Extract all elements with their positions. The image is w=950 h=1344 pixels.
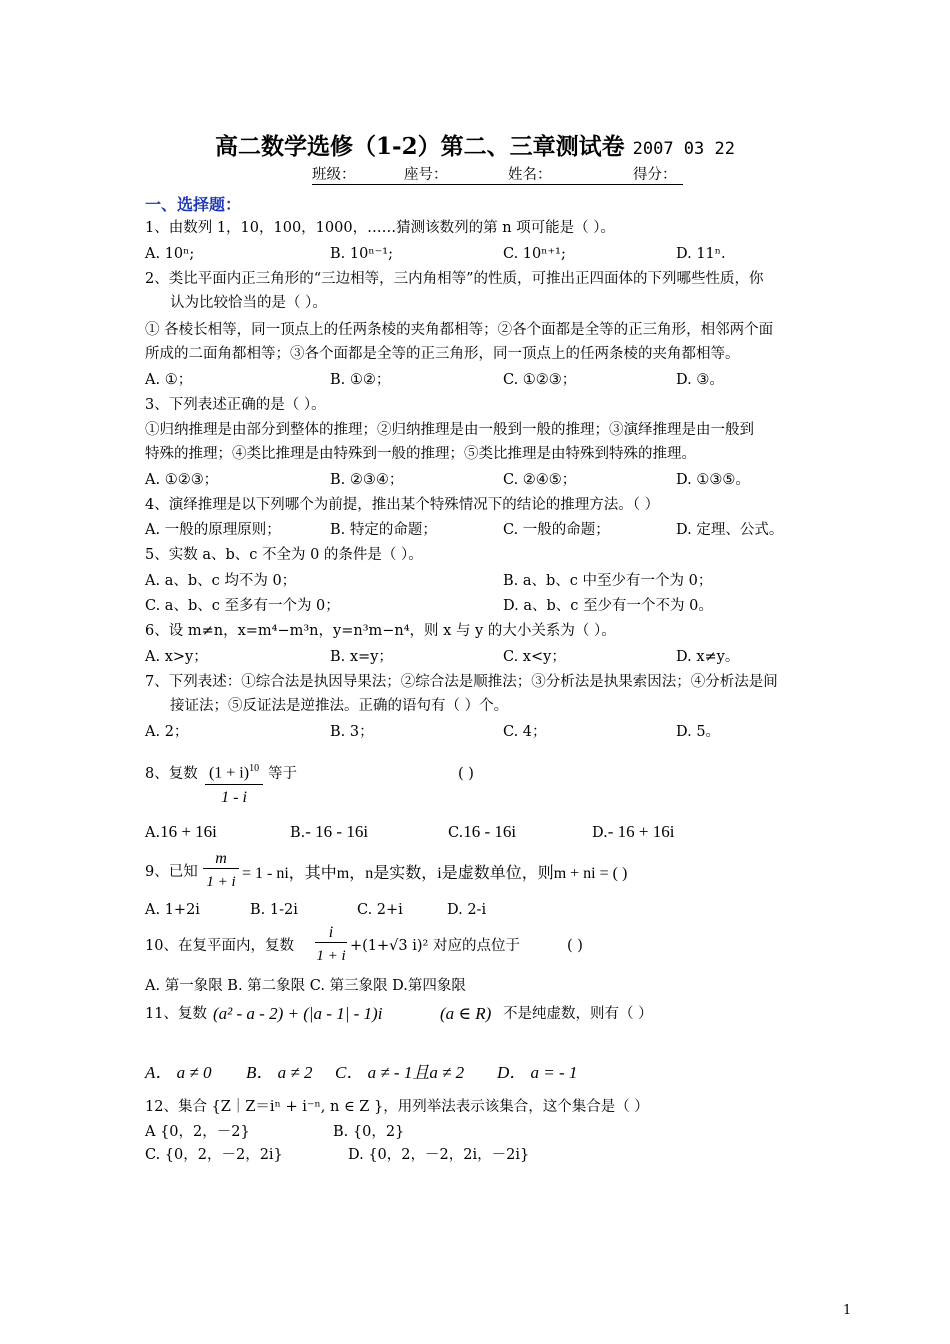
q3-option-a[interactable]: A. ①②③； [145,472,219,488]
q7-stem-line2: 接证法；⑤反证法是逆推法。正确的语句有（ ）个。 [170,698,509,714]
q12-option-a[interactable]: A {0，2，－2} [145,1124,250,1140]
q9-numerator: m [203,850,239,869]
q4-option-d[interactable]: D. 定理、公式。 [676,522,784,538]
q8-option-c-label: C. [448,825,464,841]
q1-option-c[interactable]: C. 10ⁿ⁺¹; [503,246,566,262]
exam-date: 2007 03 22 [632,139,735,159]
q8-denominator: 1 - i [221,789,247,806]
q8-numerator-text: (1 + i) [208,764,250,782]
q4-stem: 4、演绎推理是以下列哪个为前提，推出某个特殊情况下的结论的推理方法。（ ） [145,497,660,513]
q3-option-c[interactable]: C. ②④⑤； [503,472,577,488]
q11-condition: (a ∈ R) [440,1004,492,1023]
class-field[interactable] [312,163,404,185]
q3-stem: 3、下列表述正确的是（ ）。 [145,397,326,413]
q12-option-c[interactable]: C. {0，2，－2，2i} [145,1147,283,1163]
q8-option-d-value: - 16 + 16i [607,822,675,841]
q11-option-d[interactable]: D． a = - 1 [497,1063,578,1082]
q10-answer-paren: ( ) [567,938,583,954]
q5-option-d[interactable]: D. a、b、c 至少有一个不为 0。 [503,598,713,614]
q10-prefix: 10、在复平面内，复数 [145,938,294,954]
q4-option-a[interactable]: A. 一般的原理原则； [145,522,281,538]
q8-option-a[interactable] [145,822,217,843]
q9-option-d[interactable]: D. 2-i [447,902,487,918]
q5-option-b[interactable]: B. a、b、c 中至少有一个为 0； [503,573,713,589]
q2-stem-line1: 2、类比平面内正三角形的“三边相等，三内角相等”的性质，可推出正四面体的下列哪些性质，你 [145,271,764,287]
q7-option-c[interactable]: C. 4； [503,724,547,740]
q8-option-d-label: D. [592,825,608,841]
title-text: 高二数学选修（1-2）第二、三章测试卷 [215,133,625,160]
q9-rest: = 1 - ni，其中m，n是实数，i是虚数单位，则m + ni = ( ) [242,865,628,882]
page-number: 1 [843,1303,852,1318]
q12-option-b[interactable]: B. {0，2} [333,1124,405,1140]
q11-option-c[interactable]: C． a ≠ - 1且a ≠ 2 [335,1063,465,1082]
student-info-line [312,163,683,185]
q3-body-line1: ①归纳推理是由部分到整体的推理；②归纳推理是由一般到一般的推理；③演绎推理是由一般到 [145,422,754,438]
q9-prefix: 9、已知 [145,864,198,880]
seat-field[interactable] [404,163,508,185]
q1-option-d[interactable]: D. 11ⁿ. [676,246,726,262]
q7-option-a[interactable]: A. 2； [145,724,189,740]
q6-stem: 6、设 m≠n，x=m⁴−m³n，y=n³m−n⁴，则 x 与 y 的大小关系为（ ）。 [145,623,616,639]
q4-option-b[interactable]: B. 特定的命题； [330,522,437,538]
q12-stem: 12、集合 {Z｜Z＝iⁿ + i⁻ⁿ, n ∈ Z }，用列举法表示该集合，这个集合是（ ） [145,1099,649,1115]
q3-option-d[interactable]: D. ①③⑤。 [676,472,750,488]
q8-option-b-label: B. [290,825,306,841]
section-heading: 一、选择题： [145,195,242,214]
q6-option-b[interactable]: B. x=y； [330,649,393,665]
q9-option-c[interactable]: C. 2+i [357,902,403,918]
q8-option-a-value: 16 + 16i [160,822,217,841]
q8-prefix: 8、复数 [145,766,198,782]
q11-suffix: 不是纯虚数，则有（ ） [503,1006,653,1022]
q10-denominator: 1 + i [316,948,346,964]
q5-option-a[interactable]: A. a、b、c 均不为 0； [145,573,297,589]
q2-option-b[interactable]: B. ①②； [330,372,391,388]
q4-option-c[interactable]: C. 一般的命题； [503,522,610,538]
q6-option-d[interactable]: D. x≠y。 [676,649,740,665]
class-label: 班级： [312,167,356,183]
q8-suffix: 等于 [268,766,297,782]
q12-option-d[interactable]: D. {0，2，－2，2i，－2i} [348,1147,530,1163]
q1-option-b[interactable]: B. 10ⁿ⁻¹; [330,246,393,262]
q2-option-c[interactable]: C. ①②③； [503,372,577,388]
q8-option-b-value: - 16 - 16i [305,822,369,841]
q1-stem: 1、由数列 1，10，100，1000，……猜测该数列的第 n 项可能是（ ）。 [145,220,616,236]
q9-option-a[interactable]: A. 1+2i [145,902,200,918]
q2-body-line2: 所成的二面角都相等；③各个面都是全等的正三角形，同一顶点上的任两条棱的夹角都相等。 [145,346,740,362]
q7-option-b[interactable]: B. 3； [330,724,374,740]
q8-option-c[interactable] [448,822,516,843]
q8-option-c-value: 16 - 16i [463,822,517,841]
q8-numerator [205,758,263,785]
q2-option-a[interactable]: A. ①； [145,372,193,388]
q9-option-b[interactable]: B. 1-2i [250,902,298,918]
q11-prefix: 11、复数 [145,1006,207,1022]
q10-options[interactable]: A. 第一象限 B. 第二象限 C. 第三象限 D.第四象限 [145,978,466,994]
q5-option-c[interactable]: C. a、b、c 至多有一个为 0； [145,598,340,614]
q7-stem-line1: 7、下列表述：①综合法是执因导果法；②综合法是顺推法；③分析法是执果索因法；④分析法是间 [145,674,778,690]
name-label: 姓名： [508,167,552,183]
q3-body-line2: 特殊的推理；④类比推理是由特殊到一般的推理；⑤类比推理是由特殊到特殊的推理。 [145,446,696,462]
q8-option-a-label: A. [145,825,161,841]
q10-rest: +(1+√3 i)² 对应的点位于 [350,938,520,954]
page-title [0,128,950,161]
q6-option-a[interactable]: A. x>y； [145,649,208,665]
score-field[interactable] [633,163,683,185]
q2-stem-line2: 认为比较恰当的是（ ）。 [170,295,327,311]
q6-option-c[interactable]: C. x<y； [503,649,566,665]
q11-option-b[interactable]: B． a ≠ 2 [246,1063,313,1082]
q8-exponent: 10 [249,763,260,774]
q5-stem: 5、实数 a、b、c 不全为 0 的条件是（ ）。 [145,547,423,563]
q9-denominator: 1 + i [206,874,236,890]
q2-option-d[interactable]: D. ③。 [676,372,724,388]
name-field[interactable] [508,163,633,185]
q3-option-b[interactable]: B. ②③④； [330,472,404,488]
q11-option-a[interactable]: A． a ≠ 0 [145,1063,212,1082]
q8-option-b[interactable] [290,822,368,843]
q11-expression: (a² - a - 2) + (|a - 1| - 1)i [213,1004,383,1023]
q8-option-d[interactable] [592,822,674,843]
q8-answer-paren: ( ) [458,766,474,782]
q10-numerator: i [315,924,347,943]
q1-option-a[interactable]: A. 10ⁿ; [145,246,195,262]
q2-body-line1: ① 各棱长相等，同一顶点上的任两条棱的夹角都相等；②各个面都是全等的正三角形，相邻两个面 [145,322,774,338]
seat-label: 座号： [404,167,448,183]
q7-option-d[interactable]: D. 5。 [676,724,721,740]
score-label: 得分： [633,167,677,183]
